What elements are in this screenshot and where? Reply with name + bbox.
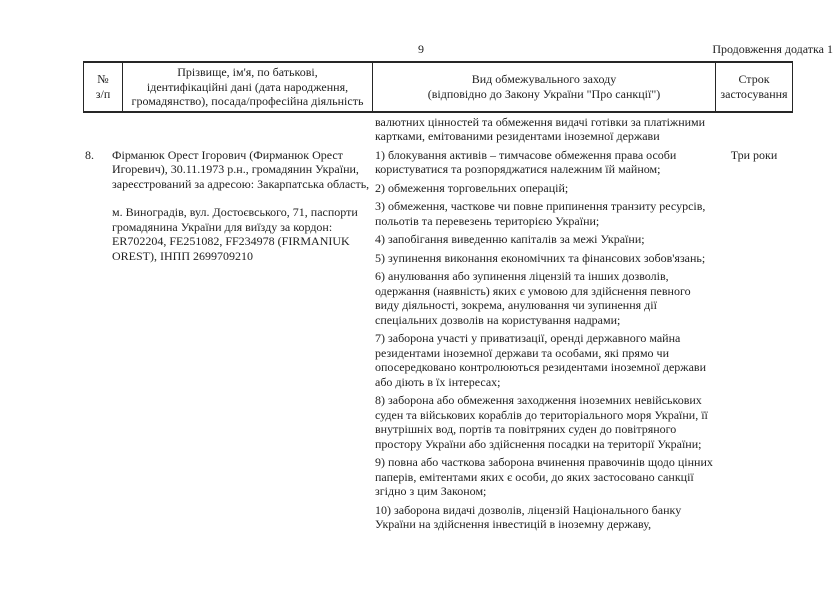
- measure-item: 4) запобігання виведенню капіталів за межі України;: [375, 232, 645, 247]
- measure-item: 8) заборона або обмеження заходження іноземних невійськових суден та військових кораблів до територіального моря України, її внутрішніх вод, портів та повітряних суден до повітряного простору України або здійснення посадки на території України;: [375, 393, 708, 451]
- sanctions-table: [83, 61, 793, 532]
- header-cell-term: [715, 63, 793, 111]
- continuation-num-cell: [83, 115, 112, 144]
- measure-item: 6) анулювання або зупинення ліцензій та інших дозволів, одержання (наявність) яких є умовою для здійснення певного виду діяльності, зокрема, анулювання чи зупинення дії спеціальних дозволів на користування надрами;: [375, 269, 691, 327]
- table-row: [83, 148, 793, 532]
- row-identity-cell: [112, 148, 375, 532]
- row-number: 8.: [85, 147, 94, 162]
- measure-item: 10) заборона видачі дозволів, ліцензій Національного банку України на здійснення інвестицій в іноземну державу,: [375, 502, 682, 532]
- header-term-line2: застосування: [720, 86, 788, 101]
- header-num-line2: з/п: [95, 86, 111, 101]
- identity-paragraph-2: м. Виноградів, вул. Достоєвського, 71, паспорти громадянина України для виїзду за кордон: ER702204, FE251082, FF234978 (FIRMANIUK OREST), ІНПП 2699709210: [112, 205, 358, 263]
- header-measure-line2: (відповідно до Закону України "Про санкції"): [427, 86, 661, 101]
- header-cell-measure: [372, 63, 715, 111]
- header-num-line1: №: [97, 72, 109, 87]
- table-body: [83, 113, 793, 532]
- header-cell-num: [83, 63, 122, 111]
- page-running-header: [0, 42, 840, 58]
- continuation-measures-cell: [375, 115, 715, 144]
- continuation-text: валютних цінностей та обмеження видачі готівки за платіжними картками, емітованими резидентами іноземної держави: [375, 114, 706, 144]
- header-identity-line3: громадянство), посада/професійна діяльність: [131, 94, 364, 109]
- measure-item: 5) зупинення виконання економічних та фінансових зобов'язань;: [375, 250, 706, 265]
- header-identity-line2: ідентифікаційні дані (дата народження,: [146, 79, 349, 94]
- header-measure-line1: Вид обмежувального заходу: [471, 72, 617, 87]
- header-cell-identity: [122, 63, 372, 111]
- continuation-term-cell: [715, 115, 793, 144]
- page-number: 9: [418, 42, 424, 56]
- header-identity-line1: Прізвище, ім'я, по батькові,: [177, 65, 318, 79]
- header-term-line1: Строк: [738, 72, 770, 87]
- measure-item: 9) повна або часткова заборона вчинення правочинів щодо цінних паперів, емітентами яких є особи, до яких застосовано санкції згідно з цим Законом;: [375, 455, 713, 499]
- measure-item: 3) обмеження, часткове чи повне припинення транзиту ресурсів, польотів та перевезень територією України;: [375, 199, 706, 228]
- measure-item: 1) блокування активів – тимчасове обмеження права особи користуватися та розпоряджатися належним їй майном;: [375, 147, 677, 177]
- table-header-row: [83, 61, 793, 113]
- continuation-row: [83, 115, 793, 144]
- row-term: Три роки: [730, 147, 778, 162]
- continuation-identity-cell: [112, 115, 375, 144]
- annex-continuation-label: Продовження додатка 1: [712, 42, 833, 56]
- measure-item: 2) обмеження торговельних операцій;: [375, 180, 569, 195]
- identity-paragraph-1: Фірманюк Орест Ігорович (Фирманюк Орест Игоревич), 30.11.1973 р.н., громадянин України, зареєстрований за адресою: Закарпатська область,: [112, 147, 370, 191]
- row-measures-cell: [375, 148, 715, 532]
- measure-item: 7) заборона участі у приватизації, оренді державного майна резидентами іноземної держави та особами, які прямо чи опосередковано контролюються резидентами іноземної держави або діють в їх інтересах;: [375, 331, 706, 389]
